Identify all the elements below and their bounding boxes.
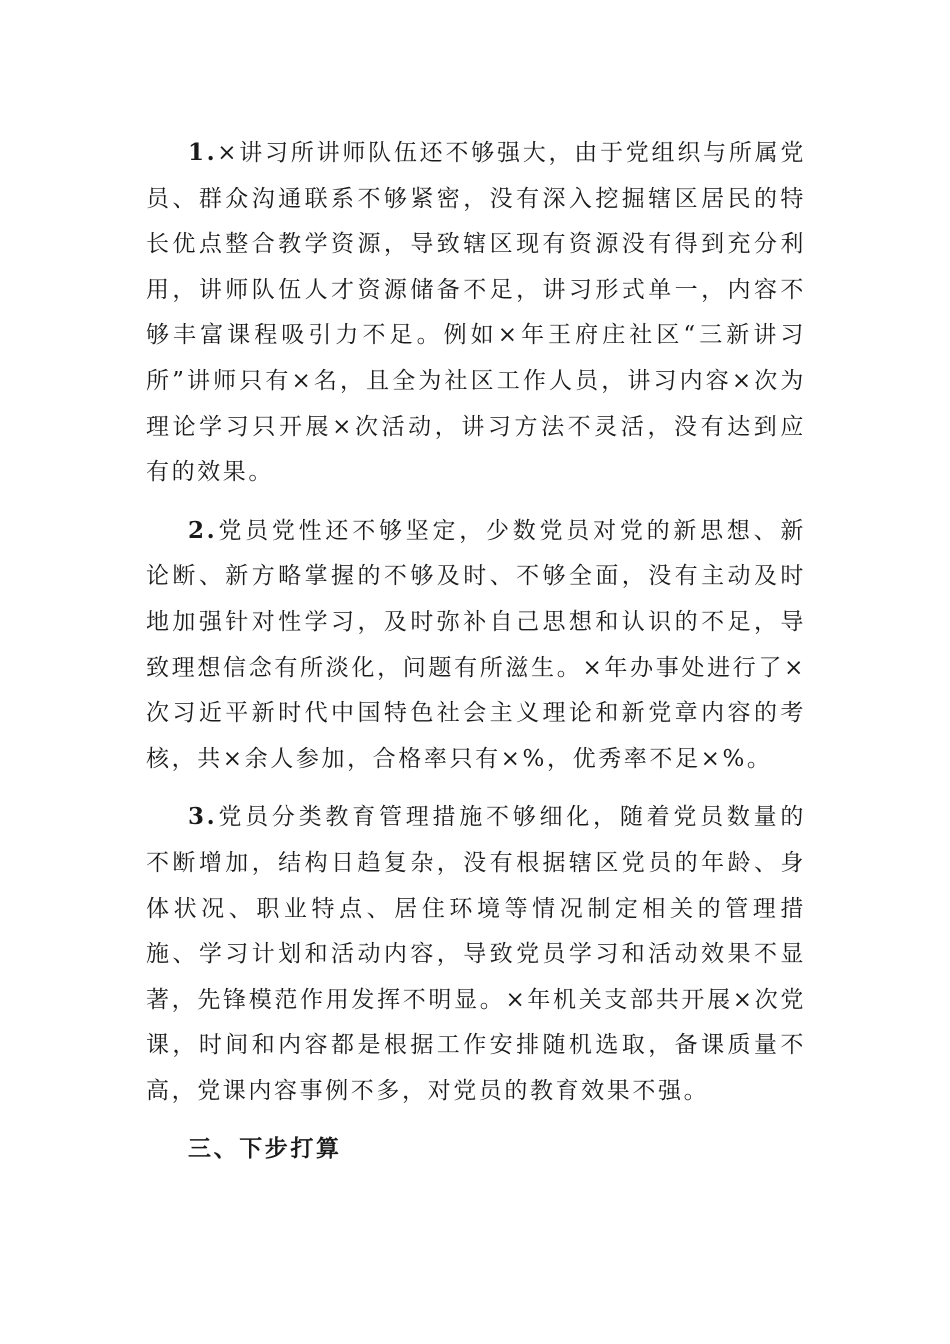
item-lead: 党员分类教育管理措施不够细化， xyxy=(217,804,620,831)
item-body: 少数党员对党的新思想、新论断、新方略掌握的不够及时、不够全面，没有主动及时地加强针对性学习，及时弥补自己思想和认识的不足，导致理想信念有所淡化，问题有所滋生。 xyxy=(146,517,807,681)
document-body xyxy=(146,130,806,1172)
item-lead: 党员党性还不够坚定， xyxy=(217,517,487,544)
item-number: 1. xyxy=(188,139,218,166)
item-number: 2. xyxy=(188,516,218,544)
item-number: 3. xyxy=(188,803,218,831)
item-example: ×年办事处进行了×次习近平新时代中国特色社会主义理论和新党章内容的考核，共×余人参加，合格率只有×%，优秀率不足×%。 xyxy=(146,654,807,772)
item-example: 例如×年王府庄社区“三新讲习所”讲师只有×名，且全为社区工作人员，讲习内容×次为理论学习只开展×次活动，讲习方法不灵活，没有达到应有的效果。 xyxy=(146,322,806,486)
item-example: ×年机关支部共开展×次党课，时间和内容都是根据工作安排随机选取，备课质量不高，党课内容事例不多，对党员的教育效果不强。 xyxy=(146,986,806,1104)
item-lead: ×讲习所讲师队伍还不够强大， xyxy=(217,140,575,166)
paragraph-1 xyxy=(146,130,806,496)
paragraph-3 xyxy=(146,794,806,1114)
section-heading: 三、下步打算 xyxy=(188,1135,342,1163)
item-body: 随着党员数量的不断增加，结构日趋复杂，没有根据辖区党员的年龄、身体状况、职业特点、居住环境等情况制定相关的管理措施、学习计划和活动内容，导致党员学习和活动效果不显著，先锋模范作用发挥不明显。 xyxy=(146,804,807,1013)
item-body: 由于党组织与所属党员、群众沟通联系不够紧密，没有深入挖掘辖区居民的特长优点整合教学资源，导致辖区现有资源没有得到充分利用，讲师队伍人才资源储备不足，讲习形式单一，内容不够丰富课程吸引力不足。 xyxy=(146,140,806,349)
paragraph-2 xyxy=(146,508,806,783)
